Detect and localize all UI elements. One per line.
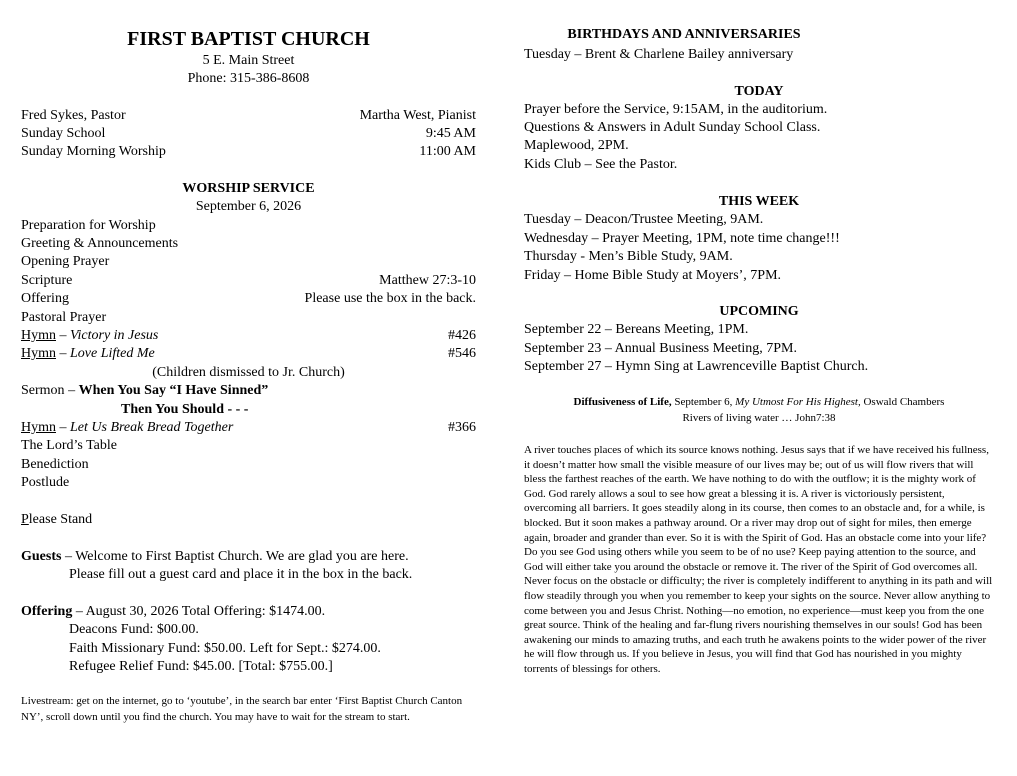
today-item: Questions & Answers in Adult Sunday School Class. (524, 120, 821, 135)
please-stand-note (21, 511, 92, 529)
sermon-title-continued: Then You Should - - - (121, 402, 249, 417)
today-item: Maplewood, 2PM. (524, 138, 629, 153)
devotional-header (524, 395, 994, 410)
guests-line-1: Guests – Welcome to First Baptist Church. We are glad you are here. (21, 549, 409, 564)
upcoming-item: September 22 – Bereans Meeting, 1PM. (524, 322, 749, 337)
hymn-number: #366 (448, 420, 476, 435)
church-name: FIRST BAPTIST CHURCH (127, 28, 370, 50)
order-item-sermon: Sermon – When You Say “I Have Sinned” (21, 383, 269, 398)
birthdays-heading: BIRTHDAYS AND ANNIVERSARIES (567, 27, 801, 42)
staff-right: Martha West, Pianist (359, 108, 476, 123)
hymn-number: #426 (448, 328, 476, 343)
order-item: Preparation for Worship (21, 218, 156, 233)
hymn-title: Victory in Jesus (70, 328, 159, 343)
hymn-word: Hymn (21, 346, 56, 361)
devotional-title: Diffusiveness of Life, (573, 396, 672, 408)
children-dismissed: (Children dismissed to Jr. Church) (152, 365, 345, 380)
order-item: Postlude (21, 475, 70, 490)
order-item: Greeting & Announcements (21, 236, 179, 251)
order-item-hymn-3: Hymn – Let Us Break Bread Together #366 (21, 420, 476, 435)
offering-report-label: Offering (21, 604, 73, 619)
staff-left: Sunday School (21, 126, 106, 141)
staff-right: 11:00 AM (419, 144, 476, 159)
hymn-title: Love Lifted Me (70, 346, 155, 361)
devotional-subtitle: Rivers of living water … John7:38 (682, 412, 836, 424)
staff-right: 9:45 AM (425, 126, 476, 141)
refugee-relief-fund: Refugee Relief Fund: $45.00. [Total: $755.00.] (69, 659, 333, 674)
staff-row-pastor (21, 107, 476, 125)
guests-text: Welcome to First Baptist Church. We are glad you are here. (75, 549, 409, 564)
order-item-hymn-2: Hymn – Love Lifted Me #546 (21, 346, 476, 361)
offering-note: Please use the box in the back. (304, 291, 476, 306)
today-item: Kids Club – See the Pastor. (524, 157, 678, 172)
hymn-number: #546 (448, 346, 476, 361)
order-item-offering (21, 290, 476, 308)
this-week-item: Thursday - Men’s Bible Study, 9AM. (524, 249, 733, 264)
scripture-label: Scripture (21, 273, 73, 288)
this-week-heading: THIS WEEK (718, 194, 800, 209)
please-stand-rest: lease Stand (28, 512, 93, 527)
faith-missionary-fund: Faith Missionary Fund: $50.00. Left for Sept.: $274.00. (69, 641, 381, 656)
livestream-note: Livestream: get on the internet, go to ‘youtube’, in the search bar enter ‘First Baptist Church Canton NY’, scroll down until you find the church. You may have to wait for the stream to start. (21, 695, 463, 724)
offering-total: August 30, 2026 Total Offering: $1474.00. (85, 604, 326, 619)
staff-row-worship (21, 143, 476, 161)
order-item-hymn-1: Hymn – Victory in Jesus #426 (21, 328, 476, 343)
today-heading: TODAY (734, 84, 784, 99)
order-item-scripture (21, 272, 476, 290)
worship-heading: WORSHIP SERVICE (182, 181, 315, 196)
guests-label: Guests (21, 549, 62, 564)
devotional-date: September 6, (674, 396, 733, 408)
order-item: The Lord’s Table (21, 438, 117, 453)
order-item: Pastoral Prayer (21, 310, 107, 325)
offering-report-line-1: Offering – August 30, 2026 Total Offering: $1474.00. (21, 604, 326, 619)
this-week-item: Friday – Home Bible Study at Moyers’, 7PM. (524, 268, 782, 283)
this-week-item: Tuesday – Deacon/Trustee Meeting, 9AM. (524, 212, 764, 227)
order-item: Benediction (21, 457, 89, 472)
staff-left: Fred Sykes, Pastor (21, 108, 126, 123)
sermon-label: Sermon (21, 383, 65, 398)
this-week-item: Wednesday – Prayer Meeting, 1PM, note time change!!! (524, 231, 840, 246)
today-item: Prayer before the Service, 9:15AM, in the auditorium. (524, 102, 828, 117)
guests-line-2: Please fill out a guest card and place it in the box in the back. (69, 567, 413, 582)
sermon-title: When You Say “I Have Sinned” (78, 383, 269, 398)
devotional-author: Oswald Chambers (863, 396, 945, 408)
staff-row-sunday-school (21, 125, 476, 143)
order-item: Opening Prayer (21, 254, 110, 269)
offering-label: Offering (21, 291, 69, 306)
hymn-title: Let Us Break Bread Together (70, 420, 234, 435)
upcoming-item: September 23 – Annual Business Meeting, 7PM. (524, 341, 797, 356)
devotional-body: A river touches places of which its source knows nothing. Jesus says that if we have received his fullness, it doesn’t matter how small the visible measure of our lives may be; out of us will flow rivers that will bless the farthest reaches of the earth. We have nothing to do with the outflow; it is the mighty work of God. God rarely allows a soul to see how great a blessing it is. A river is victoriously persistent, overcoming all barriers. It goes steadily along in its course, then comes to an obstacle and, for a while, is blocked. But it soon makes a pathway around. Or a river may drop out of sight for miles, then emerge again, broader and grander than ever. So it is with the Spirit of God. Has an obstacle come into your life? Do you see God using others while you seem to be of no use? Keep paying attention to the source, and God will either take you around the obstacle or remove it. The river of the Spirit of God overcomes all. Never focus on the obstacle or difficulty; the river is completely indifferent to anything in its path and will flow steadily through you when you remember to keep your sights on the source. Never allow anything to come between you and Jesus Christ. Nothing—no emotion, no experience—must keep you from the one great source. Think of the healing and far-flung rivers nourishing themselves in our souls! God has been awakening our minds to amazing truths, and each truth he awakens points to the wider power of the river he will flow through us. If you believe in Jesus, you will find that God has nourished in you mighty torrents of blessings for others. (524, 444, 993, 675)
church-phone: Phone: 315-386-8608 (187, 71, 310, 86)
upcoming-heading: UPCOMING (719, 304, 799, 319)
staff-left: Sunday Morning Worship (21, 144, 166, 159)
church-address: 5 E. Main Street (202, 53, 295, 68)
upcoming-item: September 27 – Hymn Sing at Lawrenceville Baptist Church. (524, 359, 869, 374)
please-stand-first-letter: P (21, 512, 29, 527)
birthday-item: Tuesday – Brent & Charlene Bailey anniversary (524, 47, 794, 62)
devotional-book: My Utmost For His Highest, (735, 396, 861, 408)
scripture-reference: Matthew 27:3-10 (379, 273, 476, 288)
hymn-word: Hymn (21, 328, 56, 343)
deacons-fund: Deacons Fund: $00.00. (69, 622, 199, 637)
hymn-word: Hymn (21, 420, 56, 435)
worship-date: September 6, 2026 (195, 199, 302, 214)
